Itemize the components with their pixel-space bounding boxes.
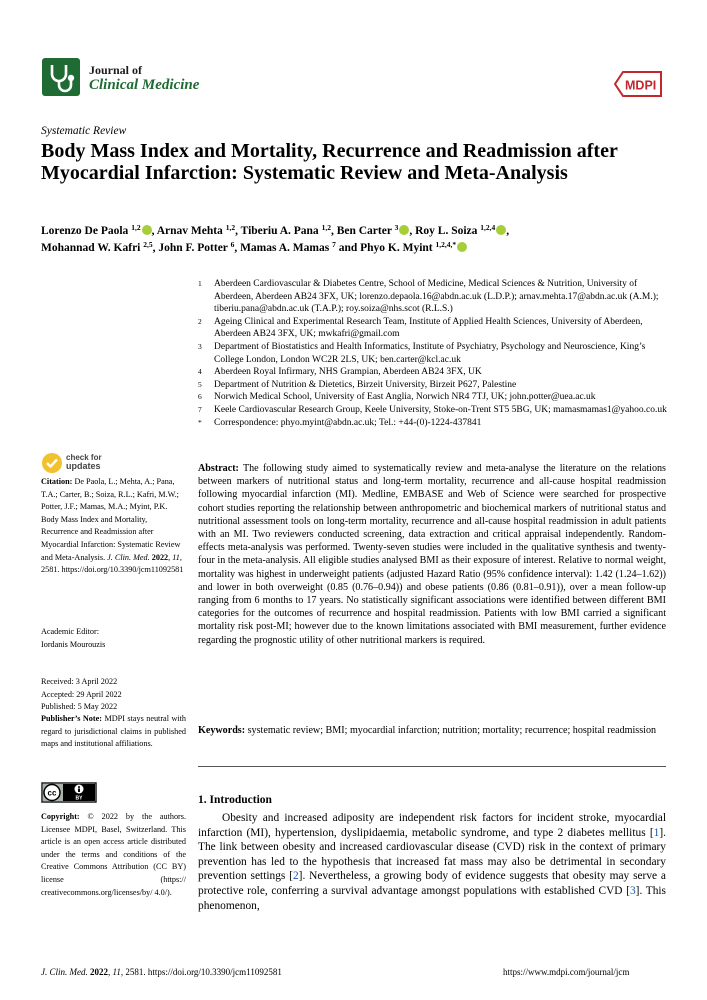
orcid-icon[interactable]: [496, 225, 506, 235]
publishers-note-text: MDPI stays neutral with regard to jurisdictional claims in published maps and institutional affiliations.: [41, 714, 186, 749]
footer-volume: 11: [112, 967, 121, 977]
footer-doi[interactable]: , 2581. https://doi.org/10.3390/jcm11092581: [120, 967, 282, 977]
footer-citation: [41, 967, 282, 977]
abstract: [198, 462, 666, 647]
author-affiliation-sup: 1,2,4,*: [435, 240, 457, 249]
affiliation-number: 2: [198, 316, 202, 326]
mdpi-logo-text: MDPI: [625, 78, 657, 93]
publishers-note: [41, 713, 186, 751]
affiliation-number: *: [198, 417, 202, 427]
by-text: BY: [75, 795, 83, 802]
affiliation-item: [198, 341, 668, 366]
citation-separator: ,: [168, 552, 173, 562]
affiliation-number: 7: [198, 404, 202, 414]
introduction-paragraph: [198, 811, 666, 913]
affiliation-number: 1: [198, 279, 202, 288]
footer-journal-url[interactable]: https://www.mdpi.com/journal/jcm: [503, 967, 630, 977]
orcid-icon[interactable]: [142, 225, 152, 235]
copyright-notice: [41, 811, 186, 899]
affiliation-item: [198, 366, 668, 379]
check-for-updates-icon[interactable]: [41, 452, 63, 474]
author-name: Ben Carter: [336, 225, 392, 237]
authors-line-1: [41, 223, 509, 237]
affiliation-item: [198, 404, 668, 417]
copyright-text: © 2022 by the authors. Licensee MDPI, Basel, Switzerland. This article is an open access article distributed under the terms and conditions of the Creative Commons Attribution (CC BY) license (https:// creativecommons.org/licenses/by/ 4.0/).: [41, 812, 186, 897]
abstract-text: The following study aimed to systematically review and meta-analyse the literature on the relations between markers of nutritional status and long-term mortality, recurrence and all-cause hospital readmission following myocardial infarction (MI). Medline, EMBASE and Web of Science were searched for prospective cohort studies reporting the relationship between anthropometric and biochemical markers of nutritional status and nutritional assessment tools on long-term mortality, recurrence and all-cause hospital readmission in adult patients with an MI. Two reviewers conducted screening, data extraction and critical appraisal independently. Random-effects meta-analysis was performed. Twenty-seven studies were included in the qualitative synthesis and twenty-four in the meta-analysis. All eligible studies analysed BMI as their exposure of interest. Relative to normal weight, mortality was highest in underweight patients (adjusted Hazard Ratio (95% confidence interval): 1.42 (1.24–1.62)) and lower in both overweight (0.85 (0.76–0.94)) and obese patients (0.86 (0.81–0.91)), over a mean follow-up ranging from 6 months to 17 years. No statistically significant associations were identified between different BMI categories for the outcomes of recurrence and hospital readmission. Patients with low BMI carried a significant mortality risk post-MI; however due to the known limitations associated with BMI measurement, further evidence regarding the prognostic utility of other nutritional markers is required.: [198, 463, 666, 646]
mdpi-logo-icon: [611, 70, 665, 98]
check-updates-label[interactable]: updates: [66, 461, 101, 471]
keywords: [198, 724, 666, 737]
author-affiliation-sup: 3: [394, 223, 399, 232]
author-affiliation-sup: 1,2: [321, 223, 331, 232]
cc-text: cc: [47, 788, 57, 798]
intro-text-2: ]. The link between obesity and increased cardiovascular disease (CVD) risk in the context of primary prevention has led to the hypothesis that increased fat mass may also be detrimental in secondary prevention settings [: [198, 826, 666, 883]
accepted-date: Accepted: 29 April 2022: [41, 689, 122, 699]
affiliation-item: [198, 417, 668, 430]
affiliation-number: 6: [198, 392, 202, 402]
author-affiliation-sup: 2,5: [143, 240, 153, 249]
academic-editor: [41, 626, 186, 651]
affiliation-item: [198, 391, 668, 404]
author-separator: and: [335, 242, 358, 254]
affiliation-text: Norwich Medical School, University of East Anglia, Norwich NR4 7TJ, UK; john.potter@uea.ac.uk: [214, 392, 596, 403]
introduction-heading: 1. Introduction: [198, 794, 272, 806]
orcid-icon[interactable]: [399, 225, 409, 235]
intro-text-1: Obesity and increased adiposity are independent risk factors for incident stroke, myocardial infarction (MI), hypertension, dyslipidaemia, metabolic syndrome, and type 2 diabetes mellitus [: [198, 812, 666, 839]
keywords-label: Keywords:: [198, 725, 246, 736]
citation-block: [41, 476, 186, 577]
footer-separator: ,: [108, 967, 113, 977]
affiliation-number: 5: [198, 379, 202, 389]
affiliation-number: 4: [198, 367, 202, 377]
author-affiliation-sup: 1,2: [225, 223, 236, 232]
citation-volume: 11: [172, 552, 180, 562]
author-name: Roy L. Soiza: [415, 225, 478, 237]
author-separator: ,: [330, 225, 334, 237]
reference-link-3[interactable]: 3: [629, 884, 636, 897]
affiliation-item: [198, 379, 668, 392]
author-name: Phyo K. Myint: [360, 242, 433, 254]
academic-editor-label: Academic Editor:: [41, 627, 99, 636]
journal-name-line-1: Journal of: [89, 63, 143, 77]
journal-logo-stethoscope-icon: [42, 58, 80, 96]
affiliation-text: Aberdeen Cardiovascular & Diabetes Centre, School of Medicine, Medical Sciences & Nutrition, University of Aberdeen, Aberdeen AB24 3FX, UK; lorenzo.depaola.16@abdn.ac.uk (L.D.P.); arnav.mehta.17@abdn.ac.uk (A.M.); tiberiu.pana@abdn.ac.uk (T.A.P.); roy.soiza@nhs.scot (R.L.S.): [214, 279, 659, 315]
footer-year: 2022: [87, 967, 108, 977]
author-separator: ,: [235, 225, 238, 237]
citation-text: De Paola, L.; Mehta, A.; Pana, T.A.; Carter, B.; Soiza, R.L.; Kafri, M.W.; Potter, J.F.; Mamas, M.A.; Myint, P.K. Body Mass Index and Mortality, Recurrence and Readmission after Myocardial Infarction: Systematic Review and Meta-Analysis.: [41, 477, 181, 562]
author-separator: ,: [152, 242, 156, 254]
citation-journal: J. Clin. Med.: [107, 552, 150, 562]
citation-doi[interactable]: , 2581. https://doi.org/10.3390/jcm11092581: [41, 552, 184, 575]
author-separator: ,: [234, 242, 238, 254]
footer-journal: J. Clin. Med.: [41, 967, 88, 977]
reference-link-1[interactable]: 1: [653, 826, 660, 839]
article-title: Body Mass Index and Mortality, Recurrence and Readmission after Myocardial Infarction: Systematic Review and Meta-Analysis: [41, 140, 618, 184]
journal-name-line-2: Clinical Medicine: [89, 77, 200, 93]
affiliation-text: Keele Cardiovascular Research Group, Keele University, Stoke-on-Trent ST5 5BG, UK; mamasmamas1@yahoo.co.uk: [214, 404, 667, 415]
author-separator: ,: [409, 225, 413, 237]
keywords-text: systematic review; BMI; myocardial infarction; nutrition; mortality; recurrence; hospital readmission: [245, 725, 657, 736]
author-separator: ,: [151, 225, 155, 237]
author-name: Mohannad W. Kafri: [41, 242, 141, 254]
publication-dates: [41, 676, 186, 714]
article-type: Systematic Review: [41, 125, 127, 137]
author-name: Lorenzo De Paola: [41, 225, 129, 237]
intro-text-3: ]. Nevertheless, a growing body of evidence suggests that obesity may serve a protective role, conferring a survival advantage amongst populations with established CVD [: [198, 870, 666, 897]
affiliation-number: 3: [198, 341, 202, 351]
copyright-label: Copyright:: [41, 812, 80, 821]
author-name: John F. Potter: [158, 242, 228, 254]
reference-link-2[interactable]: 2: [292, 870, 299, 883]
author-name: Mamas A. Mamas: [240, 242, 330, 254]
publishers-note-label: Publisher’s Note:: [41, 714, 102, 723]
citation-year: 2022: [149, 552, 169, 562]
published-date: Published: 5 May 2022: [41, 702, 118, 712]
affiliations-list: [198, 278, 668, 429]
author-name: Arnav Mehta: [156, 225, 223, 237]
affiliation-text: Aberdeen Royal Infirmary, NHS Grampian, Aberdeen AB24 3FX, UK: [214, 367, 482, 378]
affiliation-text: Department of Nutrition & Dietetics, Birzeit University, Birzeit P627, Palestine: [214, 379, 517, 390]
affiliation-text: Correspondence: phyo.myint@abdn.ac.uk; Tel.: +44-(0)-1224-437841: [214, 417, 482, 428]
cc-by-license-icon[interactable]: [41, 782, 97, 803]
orcid-icon[interactable]: [457, 242, 467, 252]
affiliation-item: [198, 278, 668, 316]
received-date: Received: 3 April 2022: [41, 677, 118, 686]
section-divider: [198, 766, 666, 767]
authors-line-2: [41, 240, 467, 254]
author-affiliation-sup: 1,2: [131, 223, 141, 232]
affiliation-text: Department of Biostatistics and Health Informatics, Institute of Psychiatry, Psychology and Neuroscience, King’s College London, London WC2R 2LS, UK; ben.carter@kcl.ac.uk: [214, 341, 646, 365]
citation-label: Citation:: [41, 477, 73, 486]
affiliation-item: [198, 316, 668, 341]
affiliation-text: Ageing Clinical and Experimental Research Team, Institute of Applied Health Sciences, University of Aberdeen, Aberdeen AB24 3FX, UK; mwkafri@gmail.com: [214, 316, 643, 340]
author-affiliation-sup: 6: [230, 240, 235, 249]
abstract-label: Abstract:: [198, 463, 239, 474]
author-separator: ,: [506, 225, 510, 237]
author-name: Tiberiu A. Pana: [240, 225, 319, 237]
academic-editor-name: Iordanis Mourouzis: [41, 639, 106, 649]
author-affiliation-sup: 1,2,4: [480, 223, 496, 232]
intro-text-4: ]. This phenomenon,: [198, 884, 666, 912]
check-for-updates-label[interactable]: check for: [66, 453, 102, 462]
author-affiliation-sup: 7: [332, 240, 336, 249]
